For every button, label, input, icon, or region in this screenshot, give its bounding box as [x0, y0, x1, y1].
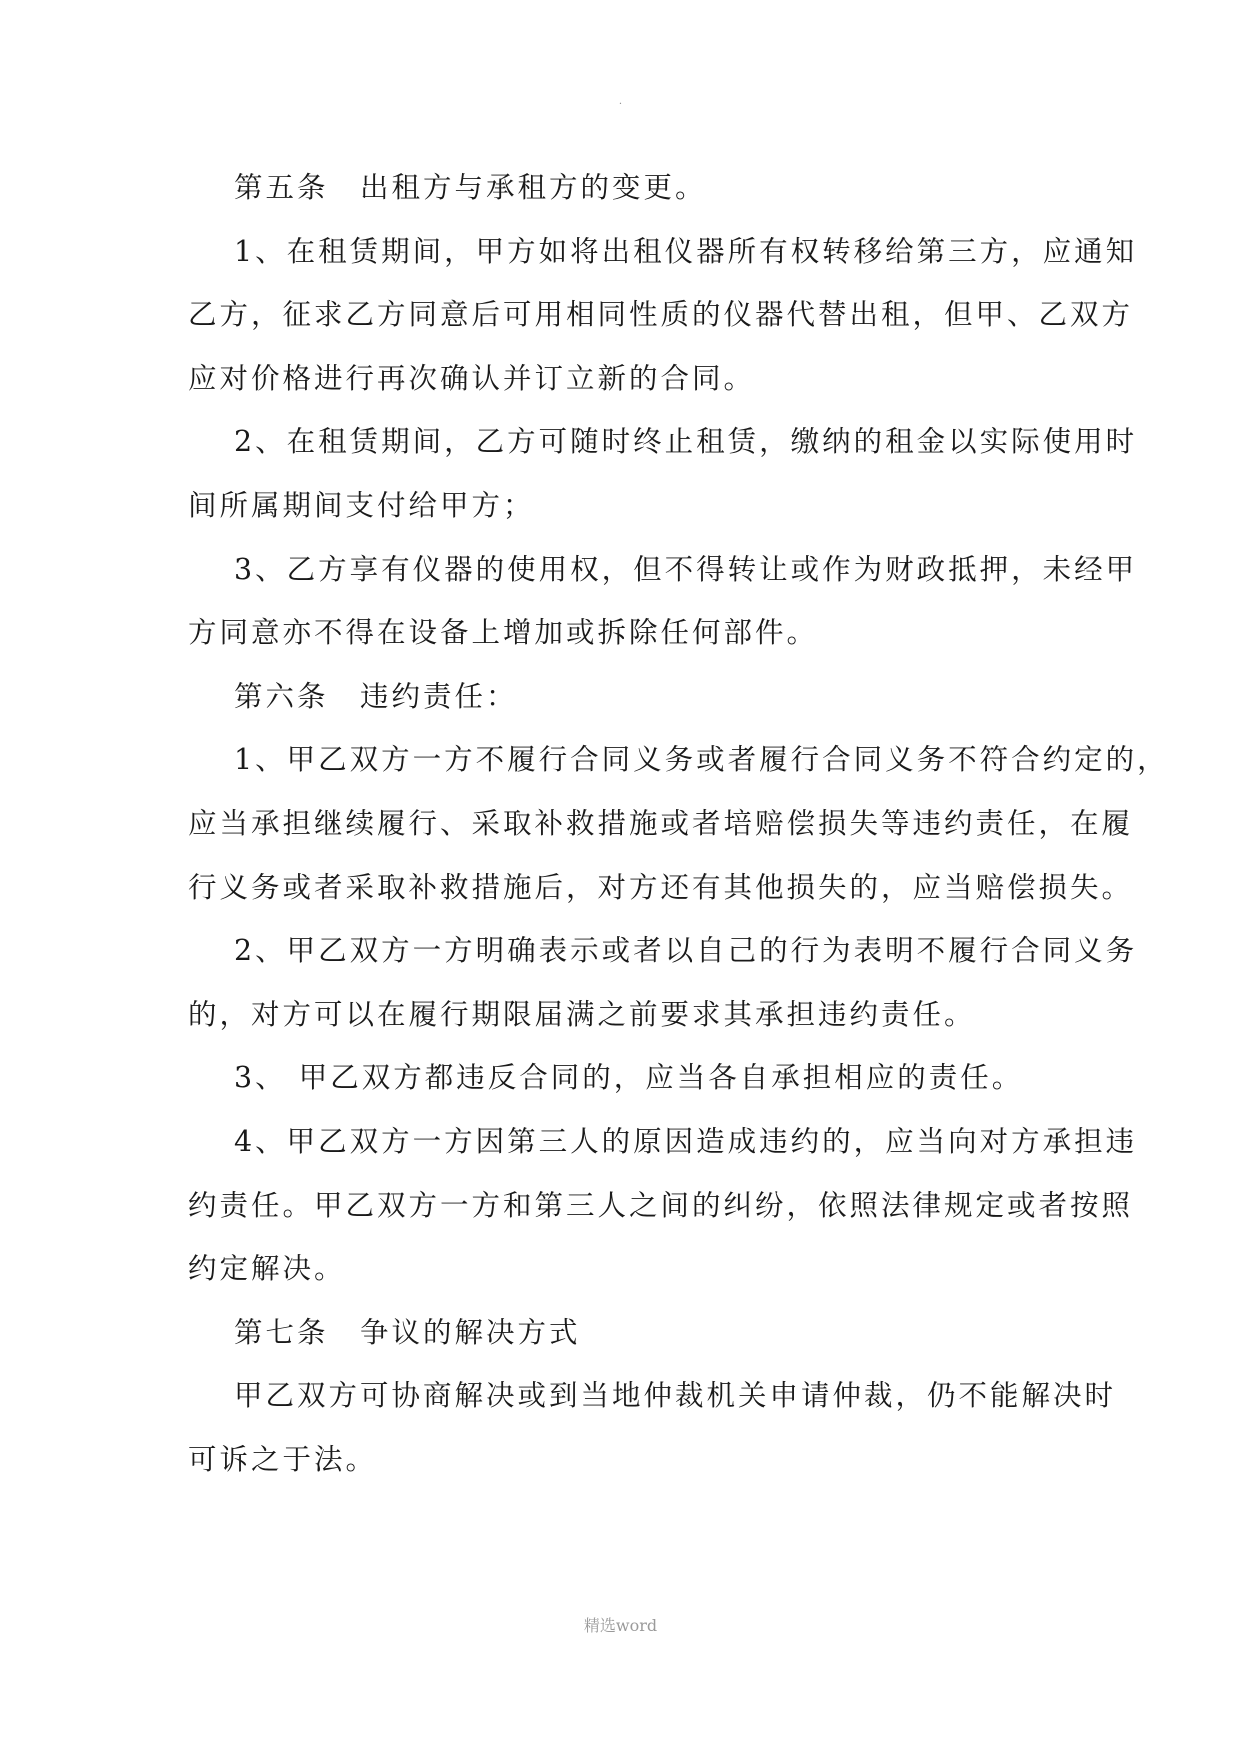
paragraph-line: 应当承担继续履行、采取补救措施或者培赔偿损失等违约责任，在履: [188, 806, 1134, 840]
article-heading-7: 第七条 争议的解决方式: [234, 1315, 581, 1349]
article-heading-5: 第五条 出租方与承租方的变更。: [234, 171, 707, 204]
paragraph-line: 可诉之于法。: [188, 1442, 378, 1476]
paragraph-line: 3、乙方享有仪器的使用权，但不得转让或作为财政抵押，未经甲: [234, 552, 1138, 586]
paragraph-line: 间所属期间支付给甲方；: [188, 488, 535, 522]
footer-label: 精选word: [583, 1616, 658, 1635]
paragraph-line: 方同意亦不得在设备上增加或拆除任何部件。: [188, 616, 819, 650]
article-heading-6: 第六条 违约责任：: [234, 679, 518, 713]
paragraph-line: 甲乙双方可协商解决或到当地仲裁机关申请仲裁，仍不能解决时: [234, 1379, 1117, 1413]
paragraph-line: 1、甲乙双方一方不履行合同义务或者履行合同义务不符合约定的，: [234, 743, 1169, 777]
paragraph-line: 4、甲乙双方一方因第三人的原因造成违约的，应当向对方承担违: [234, 1124, 1138, 1158]
paragraph-line: 约定解决。: [188, 1252, 346, 1286]
paragraph-line: 1、在租赁期间，甲方如将出租仪器所有权转移给第三方，应通知: [234, 234, 1138, 268]
paragraph-line: 2、在租赁期间，乙方可随时终止租赁，缴纳的租金以实际使用时: [234, 425, 1138, 459]
paragraph-line: 应对价格进行再次确认并订立新的合同。: [188, 361, 756, 395]
paragraph-line: 约责任。甲乙双方一方和第三人之间的纠纷，依照法律规定或者按照: [188, 1188, 1134, 1222]
paragraph-line: 行义务或者采取补救措施后，对方还有其他损失的，应当赔偿损失。: [188, 870, 1134, 904]
paragraph-line: 的，对方可以在履行期限届满之前要求其承担违约责任。: [188, 997, 976, 1031]
paragraph-line: 3、 甲乙双方都违反合同的，应当各自承担相应的责任。: [234, 1061, 1024, 1095]
paragraph-line: 2、甲乙双方一方明确表示或者以自己的行为表明不履行合同义务: [234, 934, 1138, 968]
document-body: [188, 156, 1169, 1491]
paragraph-line: 乙方，征求乙方同意后可用相同性质的仪器代替出租，但甲、乙双方: [188, 298, 1134, 332]
header-mark: .: [618, 96, 623, 107]
